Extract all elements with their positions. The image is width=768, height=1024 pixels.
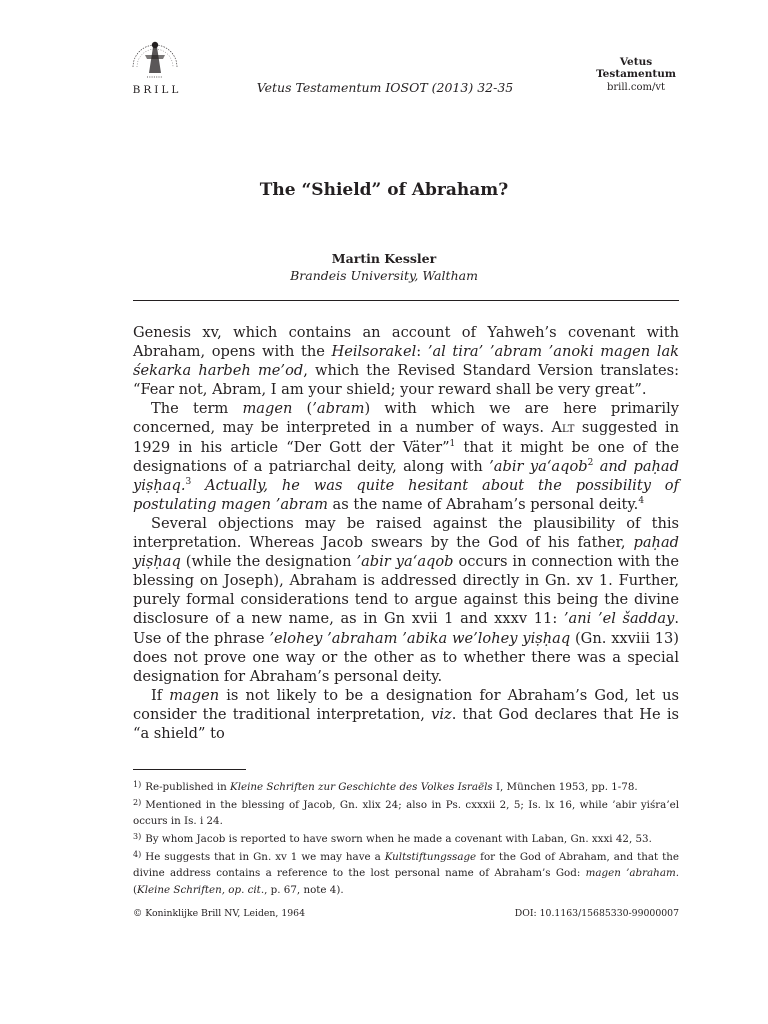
- footnote-ref-1[interactable]: 1: [449, 438, 456, 449]
- article-body: [133, 323, 679, 743]
- footnote-ref-4[interactable]: 4: [638, 495, 645, 506]
- paragraph-3: Several objections may be raised against the plausibility of this interpretation. Whereas Jacob swears by the God of his father, paḥad yiṣḥaq (while the designation ’abir ya‘aqob occurs in connection with the blessing on Joseph), Abraham is addressed directly in Gn. xv 1. Further, purely formal considerations tend to argue against this being the divine disclosure of a new name, as in Gn xvii 1 and xxxv 11: ’ani ’el šadday. Use of the phrase ’elohey ’abraham ’abika we’lohey yiṣḥaq (Gn. xxviii 13) does not prove one way or the other as to whether there was a special designation for Abraham’s personal deity.: [133, 514, 679, 685]
- footnote-3: $^{3)}$ By whom Jacob is reported to have sworn when he made a covenant with Laban, Gn. xxxi 42, 53.: [133, 832, 652, 846]
- author-name-alt: Alt: [551, 419, 575, 437]
- author-affiliation: Brandeis University, Waltham: [290, 268, 478, 283]
- paragraph-1: Genesis xv, which contains an account of Yahweh’s covenant with Abraham, opens with the Heilsorakel: ’al tira’ ’abram ’anoki magen lak śekarka harbeh me’od, which the Revised Standard Version translates: “Fear not, Abram, I am your shield; your reward shall be very great”.: [133, 324, 679, 399]
- journal-reference: Vetus Testamentum IOSOT (2013) 32-35: [256, 80, 514, 95]
- journal-name: Vetus Testamentum: [596, 56, 676, 80]
- footnote-1: $^{1)}$ Re-published in Kleine Schriften zur Geschichte des Volkes Israëls I, München 1953, pp. 1-78.: [133, 780, 638, 793]
- paragraph-2: The term magen (’abram) with which we are here primarily concerned, may be interpreted in a number of ways. Alt suggested in 1929 in his article “Der Gott der Väter”$^1$ that it might be one of the designations of a patriarchal deity, along with ’abir ya‘aqob$^2$ and paḥad yiṣḥaq.$^3$ Actually, he was quite hesitant about the possibility of postulating magen ’abram as the name of Abraham’s personal deity.$^4$: [133, 400, 679, 513]
- footnote-divider: [133, 769, 246, 770]
- copyright-notice: © Koninklijke Brill NV, Leiden, 1964: [133, 908, 305, 919]
- title-divider: [133, 300, 679, 301]
- footnote-4: $^{4)}$ He suggests that in Gn. xv 1 we may have a Kultstiftungssage for the God of Abraham, and that the divine address contains a reference to the lost personal name of Abraham’s God: magen ’abraham. (Kleine Schriften, op. cit., p. 67, note 4).: [133, 850, 679, 896]
- footnote-ref-3[interactable]: 3: [185, 476, 192, 487]
- footnote-2: $^{2)}$ Mentioned in the blessing of Jacob, Gn. xlix 24; also in Ps. cxxxii 2, 5; Is. lx 16, while ’abir yiśra’el occurs in Is. i 24.: [133, 798, 679, 828]
- article-title: The “Shield” of Abraham?: [259, 180, 509, 200]
- footnote-ref-2[interactable]: 2: [587, 457, 594, 468]
- journal-url[interactable]: brill.com/vt: [606, 82, 666, 93]
- publisher-name: BRILL: [132, 84, 182, 96]
- author-name: Martin Kessler: [331, 251, 437, 266]
- footnotes: [133, 777, 679, 898]
- paragraph-4: If magen is not likely to be a designation for Abraham’s God, let us consider the traditional interpretation, viz. that God declares that He is “a shield” to: [133, 686, 679, 742]
- doi[interactable]: DOI: 10.1163/15685330-99000007: [514, 908, 679, 919]
